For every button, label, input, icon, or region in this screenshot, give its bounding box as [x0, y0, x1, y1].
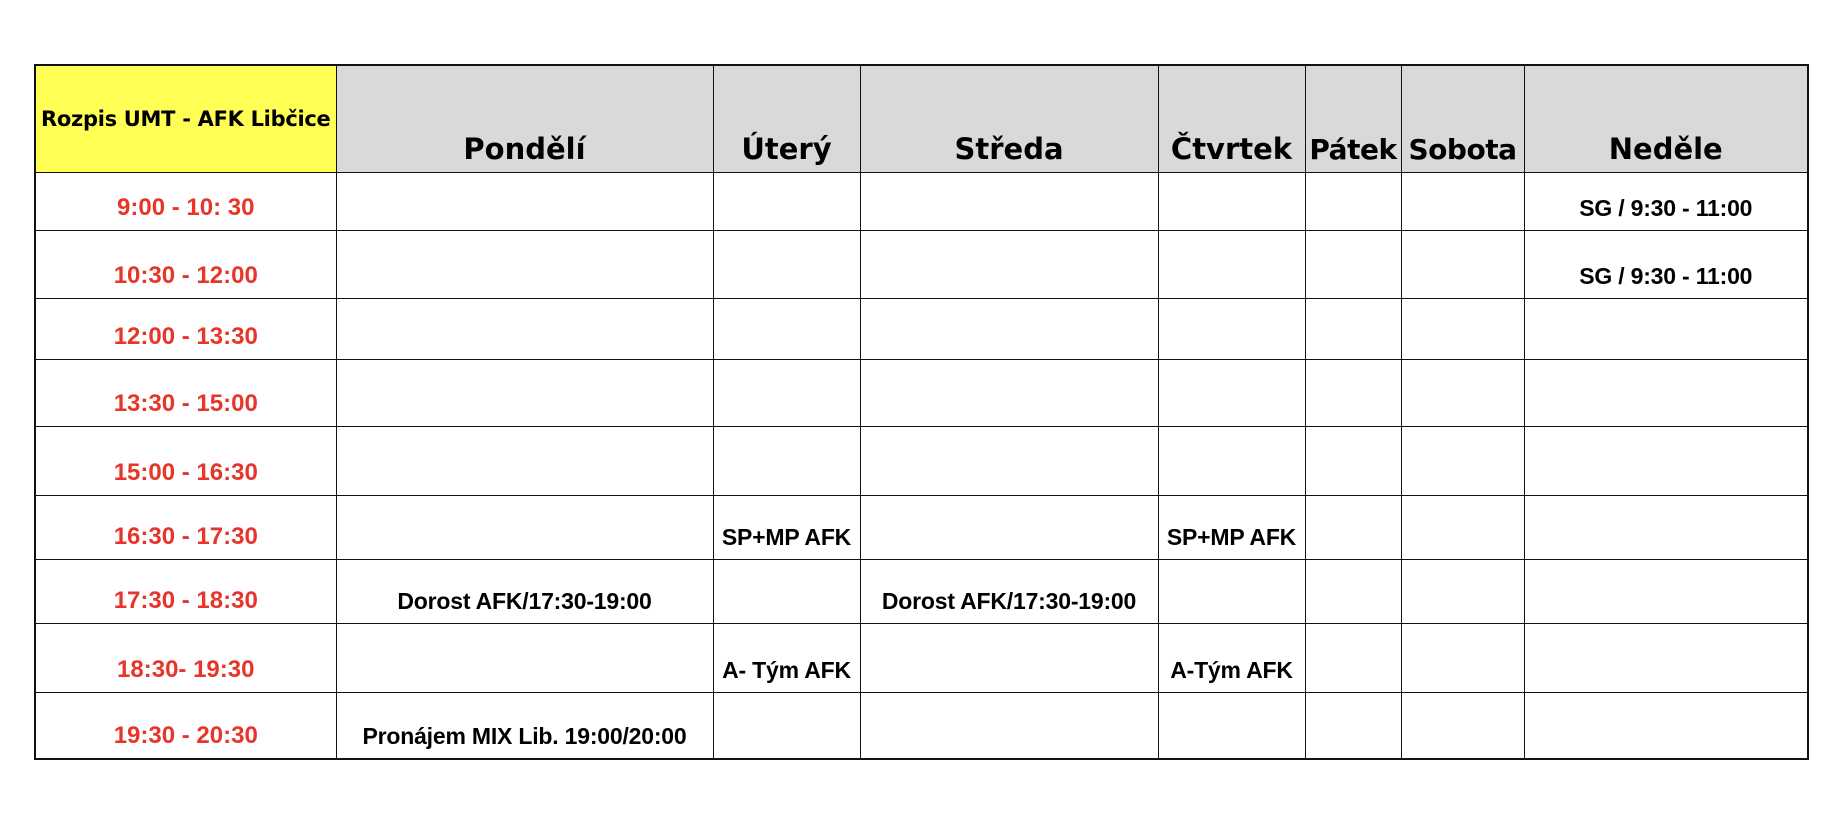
schedule-cell-wednesday	[860, 496, 1158, 560]
schedule-cell-tuesday	[713, 693, 860, 759]
time-slot-label: 10:30 - 12:00	[35, 231, 336, 299]
schedule-cell-wednesday	[860, 624, 1158, 693]
schedule-cell-monday	[336, 360, 713, 427]
schedule-cell-thursday	[1158, 231, 1305, 299]
schedule-cell-monday	[336, 496, 713, 560]
schedule-cell-friday	[1305, 299, 1401, 360]
table-row	[35, 624, 1808, 693]
table-row	[35, 360, 1808, 427]
schedule-cell-sunday	[1524, 624, 1808, 693]
schedule-cell-monday	[336, 624, 713, 693]
schedule-cell-monday	[336, 427, 713, 496]
schedule-cell-tuesday: A- Tým AFK	[713, 624, 860, 693]
day-header-tuesday: Úterý	[713, 65, 860, 173]
schedule-cell-monday: Dorost AFK/17:30-19:00	[336, 560, 713, 624]
schedule-cell-tuesday	[713, 427, 860, 496]
schedule-cell-thursday	[1158, 360, 1305, 427]
schedule-cell-saturday	[1401, 173, 1524, 231]
schedule-cell-monday	[336, 173, 713, 231]
time-slot-label: 9:00 - 10: 30	[35, 173, 336, 231]
time-slot-label: 16:30 - 17:30	[35, 496, 336, 560]
time-slot-label: 15:00 - 16:30	[35, 427, 336, 496]
day-header-friday: Pátek	[1305, 65, 1401, 173]
schedule-cell-thursday	[1158, 299, 1305, 360]
schedule-cell-sunday	[1524, 693, 1808, 759]
schedule-cell-friday	[1305, 427, 1401, 496]
table-row	[35, 560, 1808, 624]
schedule-cell-saturday	[1401, 624, 1524, 693]
time-slot-label: 13:30 - 15:00	[35, 360, 336, 427]
schedule-cell-tuesday	[713, 360, 860, 427]
schedule-cell-tuesday: SP+MP AFK	[713, 496, 860, 560]
schedule-cell-tuesday	[713, 231, 860, 299]
schedule-cell-sunday	[1524, 360, 1808, 427]
schedule-table	[34, 64, 1809, 760]
table-row	[35, 496, 1808, 560]
schedule-cell-wednesday: Dorost AFK/17:30-19:00	[860, 560, 1158, 624]
schedule-cell-thursday: A-Tým AFK	[1158, 624, 1305, 693]
time-slot-label: 18:30- 19:30	[35, 624, 336, 693]
time-slot-label: 12:00 - 13:30	[35, 299, 336, 360]
schedule-cell-saturday	[1401, 299, 1524, 360]
schedule-cell-sunday	[1524, 496, 1808, 560]
schedule-cell-thursday	[1158, 560, 1305, 624]
day-header-wednesday: Středa	[860, 65, 1158, 173]
schedule-cell-friday	[1305, 173, 1401, 231]
table-row	[35, 427, 1808, 496]
schedule-cell-sunday	[1524, 427, 1808, 496]
schedule-cell-friday	[1305, 496, 1401, 560]
schedule-title: Rozpis UMT - AFK Libčice	[35, 65, 336, 173]
schedule-cell-friday	[1305, 360, 1401, 427]
schedule-cell-tuesday	[713, 299, 860, 360]
day-header-monday: Pondělí	[336, 65, 713, 173]
schedule-cell-thursday	[1158, 427, 1305, 496]
schedule-cell-friday	[1305, 560, 1401, 624]
time-slot-label: 19:30 - 20:30	[35, 693, 336, 759]
schedule-cell-monday	[336, 231, 713, 299]
schedule-cell-tuesday	[713, 560, 860, 624]
schedule-cell-monday	[336, 299, 713, 360]
table-row	[35, 173, 1808, 231]
schedule-cell-wednesday	[860, 231, 1158, 299]
table-row	[35, 693, 1808, 759]
day-header-sunday: Neděle	[1524, 65, 1808, 173]
schedule-cell-wednesday	[860, 299, 1158, 360]
schedule-cell-saturday	[1401, 427, 1524, 496]
schedule-cell-saturday	[1401, 560, 1524, 624]
schedule-cell-sunday: SG / 9:30 - 11:00	[1524, 231, 1808, 299]
table-row	[35, 299, 1808, 360]
schedule-cell-tuesday	[713, 173, 860, 231]
schedule-cell-wednesday	[860, 427, 1158, 496]
schedule-cell-monday: Pronájem MIX Lib. 19:00/20:00	[336, 693, 713, 759]
table-row	[35, 231, 1808, 299]
header-row	[35, 65, 1808, 173]
schedule-cell-thursday	[1158, 173, 1305, 231]
schedule-cell-saturday	[1401, 693, 1524, 759]
schedule-cell-thursday	[1158, 693, 1305, 759]
schedule-cell-saturday	[1401, 360, 1524, 427]
schedule-cell-friday	[1305, 693, 1401, 759]
schedule-cell-wednesday	[860, 693, 1158, 759]
schedule-cell-sunday: SG / 9:30 - 11:00	[1524, 173, 1808, 231]
schedule-body	[35, 173, 1808, 759]
schedule-cell-saturday	[1401, 231, 1524, 299]
schedule-cell-wednesday	[860, 173, 1158, 231]
schedule-cell-wednesday	[860, 360, 1158, 427]
schedule-cell-friday	[1305, 231, 1401, 299]
schedule-cell-thursday: SP+MP AFK	[1158, 496, 1305, 560]
schedule-cell-friday	[1305, 624, 1401, 693]
schedule-cell-saturday	[1401, 496, 1524, 560]
day-header-thursday: Čtvrtek	[1158, 65, 1305, 173]
time-slot-label: 17:30 - 18:30	[35, 560, 336, 624]
day-header-saturday: Sobota	[1401, 65, 1524, 173]
schedule-cell-sunday	[1524, 560, 1808, 624]
schedule-cell-sunday	[1524, 299, 1808, 360]
